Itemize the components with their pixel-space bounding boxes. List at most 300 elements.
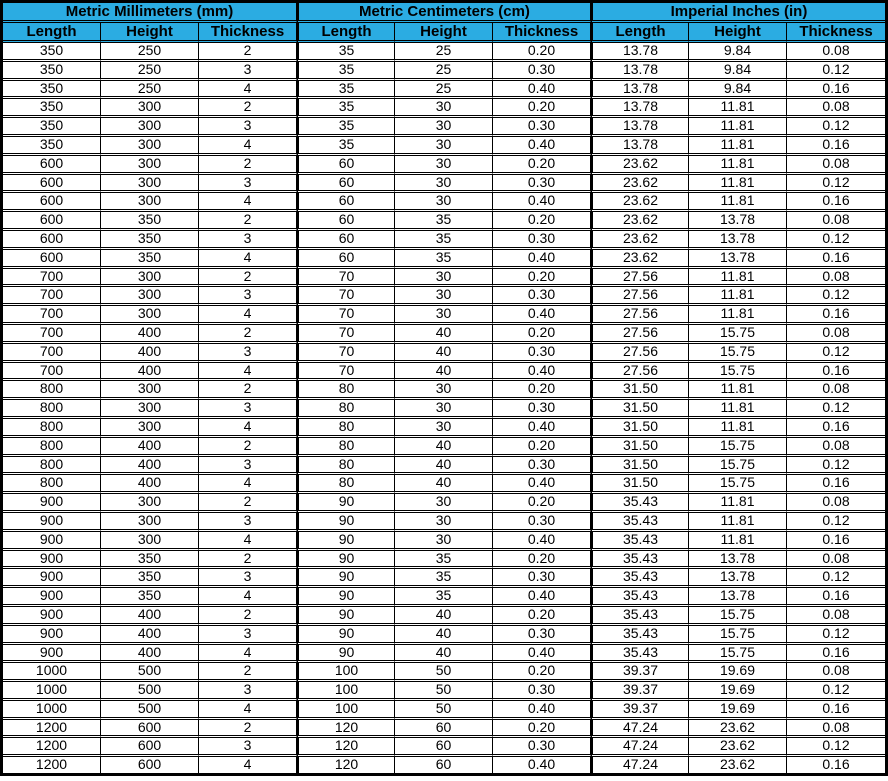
- cell: 350: [101, 569, 199, 588]
- cell: 11.81: [689, 494, 787, 513]
- cell: 40: [395, 607, 493, 626]
- cell: 0.40: [493, 306, 591, 325]
- cell: 30: [395, 494, 493, 513]
- column-header-cm-height: Height: [395, 23, 493, 43]
- cell: 90: [297, 513, 395, 532]
- table-row: [3, 43, 885, 62]
- cell: 300: [101, 137, 199, 156]
- cell: 1200: [3, 720, 101, 739]
- table-row: [3, 457, 885, 476]
- cell: 350: [101, 551, 199, 570]
- cell: 11.81: [689, 306, 787, 325]
- table-row: [3, 551, 885, 570]
- cell: 300: [101, 269, 199, 288]
- cell: 0.08: [787, 494, 885, 513]
- cell: 0.12: [787, 682, 885, 701]
- cell: 350: [3, 43, 101, 62]
- cell: 0.12: [787, 175, 885, 194]
- cell: 11.81: [689, 532, 787, 551]
- table-row: [3, 438, 885, 457]
- cell: 90: [297, 607, 395, 626]
- cell: 300: [101, 400, 199, 419]
- cell: 3: [199, 287, 297, 306]
- cell: 31.50: [591, 381, 689, 400]
- cell: 2: [199, 438, 297, 457]
- cell: 2: [199, 212, 297, 231]
- cell: 50: [395, 682, 493, 701]
- cell: 4: [199, 306, 297, 325]
- cell: 0.20: [493, 381, 591, 400]
- table-row: [3, 588, 885, 607]
- cell: 100: [297, 701, 395, 720]
- cell: 120: [297, 738, 395, 757]
- cell: 70: [297, 287, 395, 306]
- cell: 350: [101, 231, 199, 250]
- cell: 700: [3, 269, 101, 288]
- cell: 90: [297, 494, 395, 513]
- cell: 0.40: [493, 81, 591, 100]
- table-row: [3, 118, 885, 137]
- cell: 0.16: [787, 532, 885, 551]
- cell: 800: [3, 475, 101, 494]
- table-row: [3, 175, 885, 194]
- cell: 400: [101, 344, 199, 363]
- cell: 400: [101, 363, 199, 382]
- cell: 90: [297, 551, 395, 570]
- cell: 900: [3, 513, 101, 532]
- cell: 30: [395, 532, 493, 551]
- table-row: [3, 306, 885, 325]
- cell: 3: [199, 344, 297, 363]
- cell: 13.78: [591, 137, 689, 156]
- cell: 3: [199, 738, 297, 757]
- cell: 1200: [3, 757, 101, 773]
- cell: 25: [395, 62, 493, 81]
- cell: 900: [3, 626, 101, 645]
- cell: 30: [395, 269, 493, 288]
- cell: 0.30: [493, 682, 591, 701]
- cell: 35.43: [591, 645, 689, 664]
- cell: 15.75: [689, 344, 787, 363]
- cell: 2: [199, 494, 297, 513]
- cell: 300: [101, 287, 199, 306]
- cell: 15.75: [689, 645, 787, 664]
- cell: 350: [3, 118, 101, 137]
- cell: 0.20: [493, 269, 591, 288]
- cell: 350: [101, 250, 199, 269]
- table-row: [3, 62, 885, 81]
- cell: 4: [199, 193, 297, 212]
- cell: 19.69: [689, 701, 787, 720]
- table-row: [3, 757, 885, 773]
- cell: 3: [199, 175, 297, 194]
- cell: 600: [3, 156, 101, 175]
- cell: 600: [3, 212, 101, 231]
- cell: 9.84: [689, 43, 787, 62]
- table-row: [3, 269, 885, 288]
- cell: 600: [3, 175, 101, 194]
- cell: 300: [101, 118, 199, 137]
- cell: 15.75: [689, 363, 787, 382]
- cell: 40: [395, 325, 493, 344]
- cell: 300: [101, 193, 199, 212]
- cell: 0.16: [787, 306, 885, 325]
- cell: 13.78: [591, 99, 689, 118]
- cell: 300: [101, 419, 199, 438]
- cell: 800: [3, 419, 101, 438]
- cell: 0.12: [787, 287, 885, 306]
- cell: 35.43: [591, 551, 689, 570]
- cell: 400: [101, 607, 199, 626]
- cell: 40: [395, 344, 493, 363]
- cell: 40: [395, 457, 493, 476]
- cell: 23.62: [689, 738, 787, 757]
- cell: 900: [3, 607, 101, 626]
- cell: 0.40: [493, 250, 591, 269]
- cell: 1000: [3, 663, 101, 682]
- cell: 2: [199, 720, 297, 739]
- cell: 900: [3, 569, 101, 588]
- cell: 0.16: [787, 645, 885, 664]
- group-title-metric-cm: Metric Centimeters (cm): [297, 3, 591, 23]
- cell: 0.30: [493, 457, 591, 476]
- cell: 0.30: [493, 344, 591, 363]
- column-header-mm-thickness: Thickness: [199, 23, 297, 43]
- cell: 900: [3, 494, 101, 513]
- cell: 35: [395, 250, 493, 269]
- cell: 60: [297, 212, 395, 231]
- cell: 350: [3, 81, 101, 100]
- cell: 35.43: [591, 569, 689, 588]
- table-row: [3, 287, 885, 306]
- cell: 0.40: [493, 137, 591, 156]
- cell: 35: [297, 81, 395, 100]
- cell: 300: [101, 99, 199, 118]
- cell: 0.12: [787, 231, 885, 250]
- cell: 15.75: [689, 457, 787, 476]
- cell: 0.40: [493, 193, 591, 212]
- cell: 60: [395, 757, 493, 773]
- cell: 31.50: [591, 419, 689, 438]
- table-row: [3, 738, 885, 757]
- cell: 35.43: [591, 626, 689, 645]
- cell: 800: [3, 400, 101, 419]
- cell: 35: [297, 43, 395, 62]
- cell: 2: [199, 551, 297, 570]
- cell: 90: [297, 569, 395, 588]
- cell: 0.20: [493, 212, 591, 231]
- cell: 19.69: [689, 682, 787, 701]
- cell: 0.30: [493, 513, 591, 532]
- cell: 3: [199, 400, 297, 419]
- cell: 35: [297, 99, 395, 118]
- cell: 2: [199, 325, 297, 344]
- cell: 0.08: [787, 99, 885, 118]
- cell: 2: [199, 43, 297, 62]
- cell: 0.12: [787, 400, 885, 419]
- cell: 30: [395, 419, 493, 438]
- cell: 40: [395, 645, 493, 664]
- cell: 300: [101, 306, 199, 325]
- cell: 0.30: [493, 231, 591, 250]
- cell: 0.08: [787, 607, 885, 626]
- cell: 30: [395, 306, 493, 325]
- cell: 3: [199, 682, 297, 701]
- cell: 30: [395, 193, 493, 212]
- column-header-row: [3, 23, 885, 43]
- cell: 47.24: [591, 738, 689, 757]
- cell: 0.12: [787, 738, 885, 757]
- table-row: [3, 325, 885, 344]
- cell: 0.16: [787, 81, 885, 100]
- cell: 3: [199, 118, 297, 137]
- cell: 300: [101, 175, 199, 194]
- cell: 23.62: [591, 175, 689, 194]
- cell: 1000: [3, 682, 101, 701]
- cell: 1000: [3, 701, 101, 720]
- cell: 0.40: [493, 532, 591, 551]
- cell: 80: [297, 400, 395, 419]
- table-body: [3, 43, 885, 773]
- cell: 23.62: [591, 231, 689, 250]
- cell: 50: [395, 663, 493, 682]
- cell: 35: [395, 551, 493, 570]
- cell: 47.24: [591, 720, 689, 739]
- table-row: [3, 363, 885, 382]
- cell: 700: [3, 344, 101, 363]
- cell: 35: [395, 588, 493, 607]
- table-row: [3, 607, 885, 626]
- cell: 0.08: [787, 43, 885, 62]
- cell: 90: [297, 626, 395, 645]
- cell: 60: [297, 231, 395, 250]
- cell: 31.50: [591, 400, 689, 419]
- cell: 0.16: [787, 250, 885, 269]
- cell: 3: [199, 626, 297, 645]
- cell: 11.81: [689, 400, 787, 419]
- cell: 27.56: [591, 325, 689, 344]
- cell: 13.78: [689, 231, 787, 250]
- cell: 500: [101, 701, 199, 720]
- table-row: [3, 645, 885, 664]
- cell: 0.20: [493, 43, 591, 62]
- group-title-imperial-in: Imperial Inches (in): [591, 3, 885, 23]
- cell: 4: [199, 588, 297, 607]
- cell: 0.30: [493, 400, 591, 419]
- cell: 90: [297, 532, 395, 551]
- cell: 9.84: [689, 81, 787, 100]
- cell: 90: [297, 588, 395, 607]
- cell: 600: [3, 231, 101, 250]
- table-row: [3, 720, 885, 739]
- cell: 120: [297, 757, 395, 773]
- cell: 4: [199, 475, 297, 494]
- cell: 35: [395, 212, 493, 231]
- column-header-mm-length: Length: [3, 23, 101, 43]
- cell: 15.75: [689, 475, 787, 494]
- cell: 0.20: [493, 494, 591, 513]
- cell: 2: [199, 607, 297, 626]
- cell: 31.50: [591, 475, 689, 494]
- table-row: [3, 419, 885, 438]
- cell: 700: [3, 306, 101, 325]
- cell: 23.62: [689, 757, 787, 773]
- table-row: [3, 156, 885, 175]
- cell: 19.69: [689, 663, 787, 682]
- cell: 600: [101, 720, 199, 739]
- cell: 40: [395, 626, 493, 645]
- cell: 15.75: [689, 325, 787, 344]
- cell: 0.30: [493, 287, 591, 306]
- cell: 0.30: [493, 626, 591, 645]
- cell: 1200: [3, 738, 101, 757]
- cell: 2: [199, 269, 297, 288]
- cell: 0.08: [787, 720, 885, 739]
- cell: 60: [297, 175, 395, 194]
- cell: 0.40: [493, 475, 591, 494]
- cell: 23.62: [591, 193, 689, 212]
- cell: 500: [101, 682, 199, 701]
- cell: 2: [199, 663, 297, 682]
- cell: 35.43: [591, 607, 689, 626]
- cell: 4: [199, 701, 297, 720]
- cell: 0.12: [787, 344, 885, 363]
- cell: 0.12: [787, 626, 885, 645]
- cell: 23.62: [591, 156, 689, 175]
- cell: 400: [101, 325, 199, 344]
- cell: 350: [3, 137, 101, 156]
- column-header-in-length: Length: [591, 23, 689, 43]
- cell: 0.40: [493, 363, 591, 382]
- column-header-cm-thickness: Thickness: [493, 23, 591, 43]
- cell: 900: [3, 588, 101, 607]
- cell: 800: [3, 438, 101, 457]
- cell: 27.56: [591, 269, 689, 288]
- cell: 0.40: [493, 588, 591, 607]
- cell: 400: [101, 457, 199, 476]
- cell: 100: [297, 663, 395, 682]
- cell: 600: [101, 757, 199, 773]
- cell: 13.78: [689, 551, 787, 570]
- column-header-mm-height: Height: [101, 23, 199, 43]
- cell: 27.56: [591, 344, 689, 363]
- cell: 39.37: [591, 682, 689, 701]
- cell: 80: [297, 438, 395, 457]
- cell: 13.78: [591, 118, 689, 137]
- cell: 35.43: [591, 513, 689, 532]
- cell: 4: [199, 532, 297, 551]
- cell: 900: [3, 645, 101, 664]
- cell: 500: [101, 663, 199, 682]
- cell: 11.81: [689, 381, 787, 400]
- cell: 23.62: [591, 212, 689, 231]
- cell: 0.20: [493, 438, 591, 457]
- cell: 35: [297, 62, 395, 81]
- table-row: [3, 663, 885, 682]
- cell: 80: [297, 381, 395, 400]
- table-row: [3, 400, 885, 419]
- cell: 700: [3, 363, 101, 382]
- cell: 250: [101, 81, 199, 100]
- cell: 400: [101, 438, 199, 457]
- cell: 600: [3, 250, 101, 269]
- cell: 0.08: [787, 551, 885, 570]
- cell: 800: [3, 457, 101, 476]
- cell: 300: [101, 494, 199, 513]
- cell: 50: [395, 701, 493, 720]
- cell: 120: [297, 720, 395, 739]
- cell: 27.56: [591, 306, 689, 325]
- cell: 80: [297, 475, 395, 494]
- cell: 31.50: [591, 438, 689, 457]
- cell: 0.16: [787, 419, 885, 438]
- cell: 60: [297, 250, 395, 269]
- table-row: [3, 626, 885, 645]
- cell: 0.08: [787, 156, 885, 175]
- cell: 30: [395, 175, 493, 194]
- cell: 100: [297, 682, 395, 701]
- table-row: [3, 682, 885, 701]
- cell: 35: [395, 231, 493, 250]
- cell: 40: [395, 363, 493, 382]
- cell: 600: [3, 193, 101, 212]
- cell: 31.50: [591, 457, 689, 476]
- cell: 40: [395, 438, 493, 457]
- cell: 0.08: [787, 325, 885, 344]
- cell: 11.81: [689, 156, 787, 175]
- cell: 0.16: [787, 363, 885, 382]
- cell: 80: [297, 457, 395, 476]
- cell: 0.12: [787, 118, 885, 137]
- cell: 30: [395, 287, 493, 306]
- table-row: [3, 381, 885, 400]
- cell: 35.43: [591, 588, 689, 607]
- cell: 60: [395, 738, 493, 757]
- cell: 35: [395, 569, 493, 588]
- cell: 35.43: [591, 532, 689, 551]
- cell: 0.08: [787, 438, 885, 457]
- cell: 0.40: [493, 757, 591, 773]
- cell: 25: [395, 43, 493, 62]
- cell: 13.78: [689, 212, 787, 231]
- cell: 35.43: [591, 494, 689, 513]
- cell: 13.78: [591, 81, 689, 100]
- cell: 0.12: [787, 569, 885, 588]
- cell: 3: [199, 457, 297, 476]
- cell: 3: [199, 513, 297, 532]
- cell: 25: [395, 81, 493, 100]
- cell: 60: [297, 156, 395, 175]
- cell: 250: [101, 62, 199, 81]
- cell: 60: [395, 720, 493, 739]
- table-header: [3, 3, 885, 43]
- cell: 39.37: [591, 701, 689, 720]
- cell: 11.81: [689, 193, 787, 212]
- cell: 400: [101, 475, 199, 494]
- table-row: [3, 475, 885, 494]
- cell: 900: [3, 532, 101, 551]
- cell: 0.30: [493, 175, 591, 194]
- cell: 30: [395, 118, 493, 137]
- cell: 70: [297, 325, 395, 344]
- table-row: [3, 81, 885, 100]
- cell: 4: [199, 757, 297, 773]
- cell: 0.16: [787, 701, 885, 720]
- cell: 0.20: [493, 607, 591, 626]
- cell: 0.16: [787, 588, 885, 607]
- cell: 13.78: [689, 569, 787, 588]
- cell: 0.20: [493, 156, 591, 175]
